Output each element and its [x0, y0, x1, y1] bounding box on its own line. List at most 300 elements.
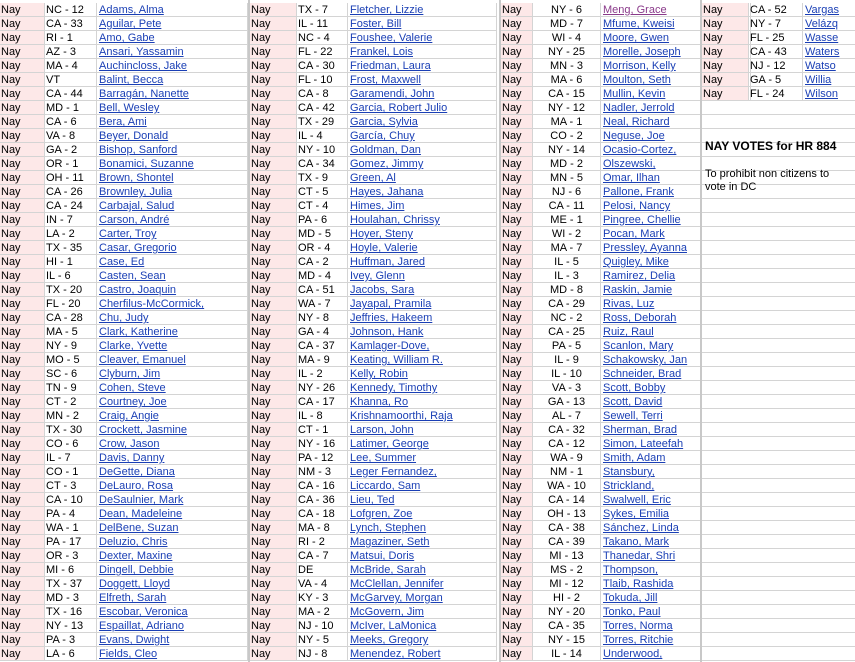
sheet-title: NAY VOTES for HR 884 [705, 139, 837, 153]
vote-cell: Nay [250, 633, 297, 647]
column-separator [499, 0, 501, 662]
district-cell: IL - 5 [533, 255, 601, 269]
district-cell: CO - 6 [45, 437, 97, 451]
member-name-link[interactable]: Deluzio, Chris [97, 535, 248, 549]
member-name-link[interactable]: Ruiz, Raul [601, 325, 751, 339]
vote-cell: Nay [0, 73, 45, 87]
district-cell: VT [45, 73, 97, 87]
district-cell: GA - 5 [749, 73, 803, 87]
member-name-link[interactable]: Cleaver, Emanuel [97, 353, 248, 367]
empty-cell [702, 395, 855, 409]
vote-cell: Nay [501, 451, 533, 465]
member-name-link[interactable]: Evans, Dwight [97, 633, 248, 647]
member-name-link[interactable]: Carbajal, Salud [97, 199, 248, 213]
vote-cell: Nay [0, 227, 45, 241]
member-name-link[interactable]: Doggett, Lloyd [97, 577, 248, 591]
member-name-link[interactable]: Pingree, Chellie [601, 213, 751, 227]
district-cell: TX - 9 [297, 171, 348, 185]
district-cell: NJ - 10 [297, 619, 348, 633]
vote-cell: Nay [250, 339, 297, 353]
member-name-link[interactable]: Wilson [803, 87, 855, 101]
district-cell: CA - 8 [297, 87, 348, 101]
member-name-link[interactable]: Garcia, Sylvia [348, 115, 497, 129]
member-name-link[interactable]: Krishnamoorthi, Raja [348, 409, 497, 423]
district-cell: IL - 7 [45, 451, 97, 465]
member-name-link[interactable]: Moore, Gwen [601, 31, 751, 45]
empty-cell [702, 465, 855, 479]
member-name-link[interactable]: Jayapal, Pramila [348, 297, 497, 311]
member-name-link[interactable]: Lofgren, Zoe [348, 507, 497, 521]
member-name-link[interactable]: Foushee, Valerie [348, 31, 497, 45]
member-name-link[interactable]: Castro, Joaquin [97, 283, 248, 297]
member-name-link[interactable]: Bera, Ami [97, 115, 248, 129]
vote-cell: Nay [250, 129, 297, 143]
member-name-link[interactable]: Omar, Ilhan [601, 171, 751, 185]
member-name-link[interactable]: Hayes, Jahana [348, 185, 497, 199]
member-name-link[interactable]: Bishop, Sanford [97, 143, 248, 157]
member-name-link[interactable]: Tokuda, Jill [601, 591, 751, 605]
vote-cell: Nay [250, 45, 297, 59]
member-name-link[interactable]: Clarke, Yvette [97, 339, 248, 353]
district-cell: CA - 42 [297, 101, 348, 115]
member-name-link[interactable]: Kelly, Robin [348, 367, 497, 381]
member-name-link[interactable]: Gomez, Jimmy [348, 157, 497, 171]
member-name-link[interactable]: Clyburn, Jim [97, 367, 248, 381]
member-name-link[interactable]: Case, Ed [97, 255, 248, 269]
vote-cell: Nay [501, 479, 533, 493]
member-name-link[interactable]: DeLauro, Rosa [97, 479, 248, 493]
vote-cell: Nay [501, 129, 533, 143]
member-name-link[interactable]: McGovern, Jim [348, 605, 497, 619]
member-name-link[interactable]: Larson, John [348, 423, 497, 437]
member-name-link[interactable]: Bell, Wesley [97, 101, 248, 115]
member-name-link[interactable]: Bonamici, Suzanne [97, 157, 248, 171]
empty-cell [702, 367, 855, 381]
district-cell: VA - 3 [533, 381, 601, 395]
member-name-link[interactable]: Ivey, Glenn [348, 269, 497, 283]
member-name-link[interactable]: DelBene, Suzan [97, 521, 248, 535]
vote-cell: Nay [0, 465, 45, 479]
vote-cell: Nay [0, 45, 45, 59]
member-name-link[interactable]: Scott, Bobby [601, 381, 751, 395]
member-name-link[interactable]: Khanna, Ro [348, 395, 497, 409]
vote-cell: Nay [250, 647, 297, 661]
sheet-description: To prohibit non citizens to vote in DC [705, 168, 830, 193]
district-cell: KY - 3 [297, 591, 348, 605]
vote-cell: Nay [501, 549, 533, 563]
district-cell: CA - 52 [749, 3, 803, 17]
member-name-link[interactable]: McClellan, Jennifer [348, 577, 497, 591]
member-name-link[interactable]: Ocasio-Cortez, [601, 143, 751, 157]
member-name-link[interactable]: Stansbury, [601, 465, 751, 479]
member-name-link[interactable]: Rivas, Luz [601, 297, 751, 311]
member-name-link[interactable]: Pallone, Frank [601, 185, 751, 199]
district-cell: IL - 11 [297, 17, 348, 31]
member-name-link[interactable]: Sánchez, Linda [601, 521, 751, 535]
member-name-link[interactable]: Ramirez, Delia [601, 269, 751, 283]
member-name-link[interactable]: Lee, Summer [348, 451, 497, 465]
member-name-link[interactable]: Jeffries, Hakeem [348, 311, 497, 325]
member-name-link[interactable]: Morelle, Joseph [601, 45, 751, 59]
district-cell: NJ - 12 [749, 59, 803, 73]
member-name-link[interactable]: Wasse [803, 31, 855, 45]
member-name-link[interactable]: Olszewski, [601, 157, 751, 171]
member-name-link[interactable]: Thanedar, Shri [601, 549, 751, 563]
empty-cell [702, 227, 855, 241]
district-cell: NY - 10 [297, 143, 348, 157]
member-name-link[interactable]: Waters [803, 45, 855, 59]
district-cell: WA - 1 [45, 521, 97, 535]
vote-cell: Nay [250, 157, 297, 171]
vote-cell: Nay [250, 227, 297, 241]
empty-cell [702, 283, 855, 297]
member-name-link[interactable]: Liccardo, Sam [348, 479, 497, 493]
district-cell: CA - 36 [297, 493, 348, 507]
district-cell: CA - 24 [45, 199, 97, 213]
vote-cell: Nay [501, 199, 533, 213]
member-name-link[interactable]: McGarvey, Morgan [348, 591, 497, 605]
vote-cell: Nay [250, 367, 297, 381]
district-cell: WA - 10 [533, 479, 601, 493]
vote-cell: Nay [0, 423, 45, 437]
district-cell: TX - 20 [45, 283, 97, 297]
district-cell: MN - 5 [533, 171, 601, 185]
member-name-link[interactable]: Brown, Shontel [97, 171, 248, 185]
district-cell: NY - 9 [45, 339, 97, 353]
member-name-link[interactable]: Fields, Cleo [97, 647, 248, 661]
district-cell: PA - 4 [45, 507, 97, 521]
district-cell: CA - 35 [533, 619, 601, 633]
district-cell: CA - 2 [297, 255, 348, 269]
vote-cell: Nay [250, 255, 297, 269]
vote-cell: Nay [250, 87, 297, 101]
vote-cell: Nay [250, 507, 297, 521]
member-name-link[interactable]: DeGette, Diana [97, 465, 248, 479]
district-cell: TN - 9 [45, 381, 97, 395]
empty-cell [702, 549, 855, 563]
vote-cell: Nay [501, 437, 533, 451]
district-cell: CA - 43 [749, 45, 803, 59]
vote-cell: Nay [0, 255, 45, 269]
vote-cell: Nay [0, 451, 45, 465]
district-cell: CA - 39 [533, 535, 601, 549]
member-name-link[interactable]: Swalwell, Eric [601, 493, 751, 507]
district-cell: OH - 11 [45, 171, 97, 185]
member-name-link[interactable]: Smith, Adam [601, 451, 751, 465]
member-name-link[interactable]: Strickland, [601, 479, 751, 493]
vote-cell: Nay [250, 311, 297, 325]
vote-cell: Nay [0, 241, 45, 255]
member-name-link[interactable]: Johnson, Hank [348, 325, 497, 339]
vote-cell: Nay [250, 493, 297, 507]
member-name-link[interactable]: Chu, Judy [97, 311, 248, 325]
member-name-link[interactable]: Hoyer, Steny [348, 227, 497, 241]
empty-cell [702, 297, 855, 311]
district-cell: NC - 2 [533, 311, 601, 325]
member-name-link[interactable]: Espaillat, Adriano [97, 619, 248, 633]
member-name-link[interactable]: Takano, Mark [601, 535, 751, 549]
member-name-link[interactable]: Dingell, Debbie [97, 563, 248, 577]
vote-cell: Nay [250, 143, 297, 157]
member-name-link[interactable]: Leger Fernandez, [348, 465, 497, 479]
member-name-link[interactable]: Cherfilus-McCormick, [97, 297, 248, 311]
vote-cell: Nay [0, 143, 45, 157]
vote-cell: Nay [501, 185, 533, 199]
member-name-link[interactable]: Craig, Angie [97, 409, 248, 423]
vote-cell: Nay [0, 549, 45, 563]
vote-cell: Nay [250, 409, 297, 423]
member-name-link[interactable]: Neal, Richard [601, 115, 751, 129]
member-name-link[interactable]: Vargas [803, 3, 855, 17]
district-cell: MN - 2 [45, 409, 97, 423]
member-name-link[interactable]: Amo, Gabe [97, 31, 248, 45]
member-name-link[interactable]: Tlaib, Rashida [601, 577, 751, 591]
district-cell: PA - 5 [533, 339, 601, 353]
vote-cell: Nay [501, 521, 533, 535]
vote-cell: Nay [702, 73, 749, 87]
member-name-link[interactable]: Lynch, Stephen [348, 521, 497, 535]
vote-cell: Nay [0, 213, 45, 227]
vote-cell: Nay [501, 73, 533, 87]
member-name-link[interactable]: Keating, William R. [348, 353, 497, 367]
member-name-link[interactable]: Brownley, Julia [97, 185, 248, 199]
district-cell: IL - 8 [297, 409, 348, 423]
member-name-link[interactable]: Quigley, Mike [601, 255, 751, 269]
member-name-link[interactable]: McIver, LaMonica [348, 619, 497, 633]
member-name-link[interactable]: Kennedy, Timothy [348, 381, 497, 395]
member-name-link[interactable]: Moulton, Seth [601, 73, 751, 87]
district-cell: CA - 26 [45, 185, 97, 199]
member-name-link[interactable]: Escobar, Veronica [97, 605, 248, 619]
member-name-link[interactable]: Pelosi, Nancy [601, 199, 751, 213]
vote-cell: Nay [501, 227, 533, 241]
member-name-link[interactable]: Cohen, Steve [97, 381, 248, 395]
member-name-link[interactable]: Carson, André [97, 213, 248, 227]
member-name-link[interactable]: Green, Al [348, 171, 497, 185]
district-cell: NY - 6 [533, 3, 601, 17]
member-name-link[interactable]: Schneider, Brad [601, 367, 751, 381]
member-name-link[interactable]: Underwood, [601, 647, 751, 661]
member-name-link[interactable]: Menendez, Robert [348, 647, 497, 661]
member-name-link[interactable]: Houlahan, Chrissy [348, 213, 497, 227]
member-name-link[interactable]: Matsui, Doris [348, 549, 497, 563]
vote-cell: Nay [250, 185, 297, 199]
member-name-link[interactable]: Crow, Jason [97, 437, 248, 451]
vote-cell: Nay [501, 493, 533, 507]
district-cell: IL - 6 [45, 269, 97, 283]
member-name-link[interactable]: Ross, Deborah [601, 311, 751, 325]
member-name-link[interactable]: Kamlager-Dove, [348, 339, 497, 353]
member-name-link[interactable]: Frankel, Lois [348, 45, 497, 59]
district-cell: LA - 6 [45, 647, 97, 661]
member-name-link[interactable]: Neguse, Joe [601, 129, 751, 143]
district-cell: PA - 6 [297, 213, 348, 227]
member-name-link[interactable]: Mfume, Kweisi [601, 17, 751, 31]
member-name-link[interactable]: Scott, David [601, 395, 751, 409]
vote-cell: Nay [0, 479, 45, 493]
member-name-link[interactable]: Torres, Ritchie [601, 633, 751, 647]
district-cell: IN - 7 [45, 213, 97, 227]
vote-cell: Nay [250, 199, 297, 213]
member-name-link[interactable]: Fletcher, Lizzie [348, 3, 497, 17]
member-name-link[interactable]: Courtney, Joe [97, 395, 248, 409]
member-name-link[interactable]: Meeks, Gregory [348, 633, 497, 647]
member-name-link[interactable]: Dexter, Maxine [97, 549, 248, 563]
member-name-link[interactable]: Carter, Troy [97, 227, 248, 241]
empty-cell [702, 507, 855, 521]
member-name-link[interactable]: Nadler, Jerrold [601, 101, 751, 115]
vote-cell: Nay [0, 199, 45, 213]
member-name-link[interactable]: Garcia, Robert Julio [348, 101, 497, 115]
member-name-link[interactable]: Adams, Alma [97, 3, 248, 17]
vote-cell: Nay [0, 283, 45, 297]
member-name-link[interactable]: Willia [803, 73, 855, 87]
district-cell: TX - 29 [297, 115, 348, 129]
empty-cell [702, 591, 855, 605]
member-name-link[interactable]: Dean, Madeleine [97, 507, 248, 521]
vote-cell: Nay [0, 3, 45, 17]
member-name-link[interactable]: Huffman, Jared [348, 255, 497, 269]
district-cell: IL - 10 [533, 367, 601, 381]
district-cell: TX - 30 [45, 423, 97, 437]
district-cell: NY - 15 [533, 633, 601, 647]
district-cell: OR - 4 [297, 241, 348, 255]
member-name-link[interactable]: Thompson, [601, 563, 751, 577]
empty-cell [702, 647, 855, 661]
vote-cell: Nay [0, 395, 45, 409]
district-cell: NM - 1 [533, 465, 601, 479]
member-name-link[interactable]: Jacobs, Sara [348, 283, 497, 297]
vote-cell: Nay [0, 185, 45, 199]
district-cell: MI - 6 [45, 563, 97, 577]
member-name-link[interactable]: Garamendi, John [348, 87, 497, 101]
district-cell: CO - 2 [533, 129, 601, 143]
member-name-link[interactable]: Foster, Bill [348, 17, 497, 31]
district-cell: OR - 3 [45, 549, 97, 563]
district-cell: CA - 14 [533, 493, 601, 507]
vote-cell: Nay [501, 171, 533, 185]
vote-cell: Nay [501, 563, 533, 577]
member-name-link[interactable]: Simon, Lateefah [601, 437, 751, 451]
district-cell: GA - 2 [45, 143, 97, 157]
member-name-link[interactable]: Magaziner, Seth [348, 535, 497, 549]
empty-cell [702, 353, 855, 367]
vote-cell: Nay [501, 101, 533, 115]
district-cell: GA - 13 [533, 395, 601, 409]
district-cell: MA - 2 [297, 605, 348, 619]
vote-cell: Nay [501, 577, 533, 591]
member-name-link[interactable]: Davis, Danny [97, 451, 248, 465]
member-name-link[interactable]: Latimer, George [348, 437, 497, 451]
district-cell: MI - 12 [533, 577, 601, 591]
district-cell: FL - 24 [749, 87, 803, 101]
member-name-link[interactable]: Clark, Katherine [97, 325, 248, 339]
district-cell: VA - 4 [297, 577, 348, 591]
member-name-link[interactable]: Casten, Sean [97, 269, 248, 283]
member-name-link[interactable]: Lieu, Ted [348, 493, 497, 507]
member-name-link[interactable]: Hoyle, Valerie [348, 241, 497, 255]
district-cell: NY - 8 [297, 311, 348, 325]
empty-cell [702, 437, 855, 451]
district-cell: CA - 34 [297, 157, 348, 171]
member-name-link[interactable]: Raskin, Jamie [601, 283, 751, 297]
member-name-link[interactable]: Meng, Grace [601, 3, 751, 17]
district-cell: RI - 1 [45, 31, 97, 45]
member-name-link[interactable]: Scanlon, Mary [601, 339, 751, 353]
member-name-link[interactable]: Barragán, Nanette [97, 87, 248, 101]
district-cell: AZ - 3 [45, 45, 97, 59]
member-name-link[interactable]: Schakowsky, Jan [601, 353, 751, 367]
vote-cell: Nay [250, 591, 297, 605]
vote-cell: Nay [250, 101, 297, 115]
member-name-link[interactable]: McBride, Sarah [348, 563, 497, 577]
member-name-link[interactable]: Frost, Maxwell [348, 73, 497, 87]
member-name-link[interactable]: Mullin, Kevin [601, 87, 751, 101]
member-name-link[interactable]: Tonko, Paul [601, 605, 751, 619]
member-name-link[interactable]: Velázq [803, 17, 855, 31]
vote-cell: Nay [501, 507, 533, 521]
district-cell: GA - 4 [297, 325, 348, 339]
empty-cell [702, 493, 855, 507]
district-cell: IL - 9 [533, 353, 601, 367]
member-name-link[interactable]: Pressley, Ayanna [601, 241, 751, 255]
vote-cell: Nay [0, 647, 45, 661]
member-name-link[interactable]: Balint, Becca [97, 73, 248, 87]
district-cell: AL - 7 [533, 409, 601, 423]
empty-cell [702, 633, 855, 647]
district-cell: TX - 7 [297, 3, 348, 17]
vote-cell: Nay [0, 437, 45, 451]
district-cell: CA - 44 [45, 87, 97, 101]
member-name-link[interactable]: Ansari, Yassamin [97, 45, 248, 59]
member-name-link[interactable]: Elfreth, Sarah [97, 591, 248, 605]
member-name-link[interactable]: Friedman, Laura [348, 59, 497, 73]
member-name-link[interactable]: Pocan, Mark [601, 227, 751, 241]
district-cell: CA - 30 [297, 59, 348, 73]
vote-cell: Nay [0, 381, 45, 395]
vote-cell: Nay [0, 339, 45, 353]
member-name-link[interactable]: DeSaulnier, Mark [97, 493, 248, 507]
district-cell: MD - 4 [297, 269, 348, 283]
member-name-link[interactable]: Crockett, Jasmine [97, 423, 248, 437]
vote-cell: Nay [0, 563, 45, 577]
district-cell: NY - 25 [533, 45, 601, 59]
member-name-link[interactable]: Auchincloss, Jake [97, 59, 248, 73]
member-name-link[interactable]: Himes, Jim [348, 199, 497, 213]
district-cell: CT - 4 [297, 199, 348, 213]
vote-cell: Nay [501, 283, 533, 297]
district-cell: MS - 2 [533, 563, 601, 577]
vote-cell: Nay [250, 479, 297, 493]
empty-cell [702, 451, 855, 465]
district-cell: CA - 11 [533, 199, 601, 213]
member-name-link[interactable]: Torres, Norma [601, 619, 751, 633]
member-name-link[interactable]: Goldman, Dan [348, 143, 497, 157]
vote-cell: Nay [0, 325, 45, 339]
member-name-link[interactable]: García, Chuy [348, 129, 497, 143]
member-name-link[interactable]: Casar, Gregorio [97, 241, 248, 255]
member-name-link[interactable]: Beyer, Donald [97, 129, 248, 143]
member-name-link[interactable]: Morrison, Kelly [601, 59, 751, 73]
member-name-link[interactable]: Sewell, Terri [601, 409, 751, 423]
member-name-link[interactable]: Sykes, Emilia [601, 507, 751, 521]
member-name-link[interactable]: Sherman, Brad [601, 423, 751, 437]
empty-cell [702, 535, 855, 549]
member-name-link[interactable]: Aguilar, Pete [97, 17, 248, 31]
district-cell: CA - 10 [45, 493, 97, 507]
district-cell: CA - 28 [45, 311, 97, 325]
member-name-link[interactable]: Watso [803, 59, 855, 73]
